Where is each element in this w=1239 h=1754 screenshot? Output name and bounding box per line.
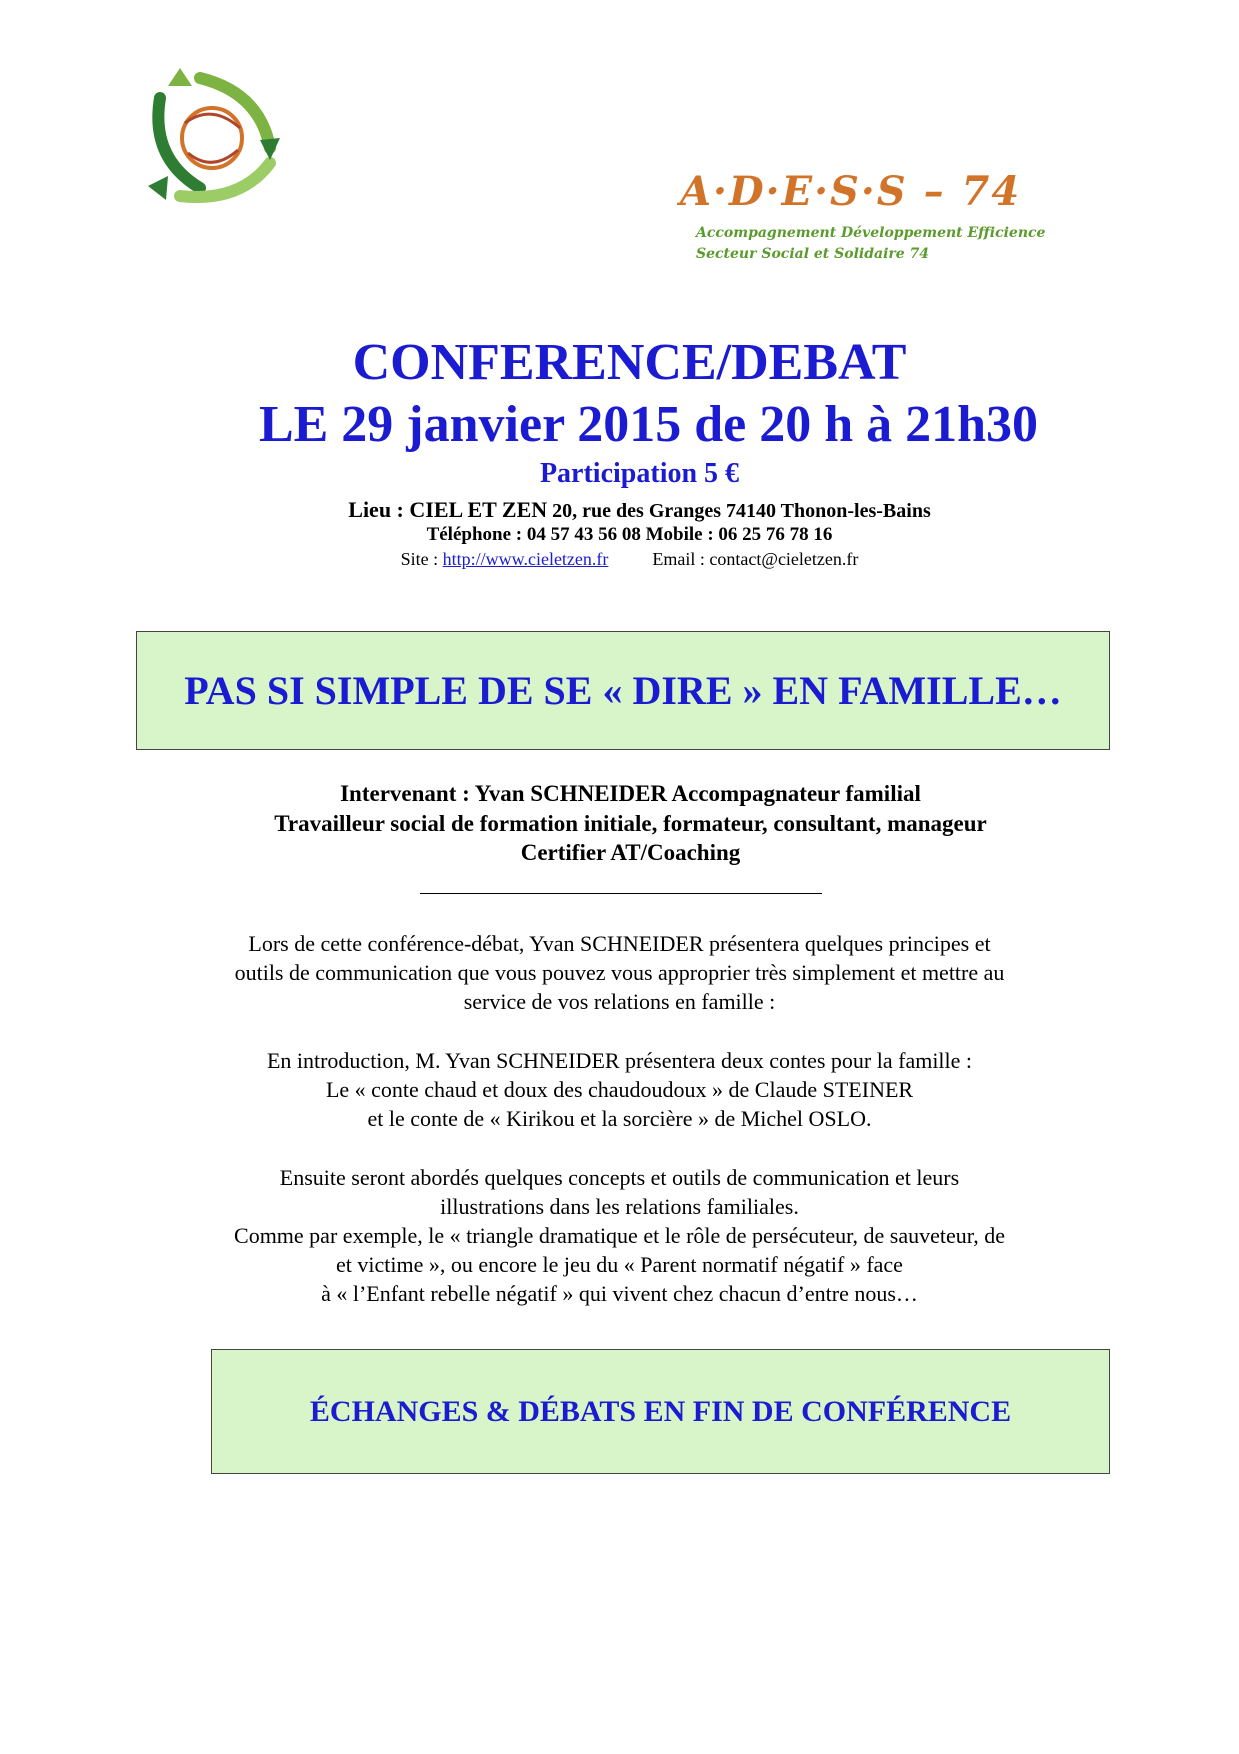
paragraph-intro	[0, 929, 1239, 1016]
adess-logo	[140, 68, 290, 208]
email-text: Email : contact@cieletzen.fr	[652, 549, 859, 569]
venue-line	[0, 497, 1239, 523]
paragraph-line: En introduction, M. Yvan SCHNEIDER présentera deux contes pour la famille :	[266, 1048, 973, 1073]
separator-rule	[420, 893, 822, 894]
paragraph-line: Le « conte chaud et doux des chaudoudoux » de Claude STEINER	[325, 1077, 914, 1102]
speaker-line-3: Certifier AT/Coaching	[520, 840, 741, 865]
paragraph-line: Ensuite seront abordés quelques concepts et outils de communication et leurs	[279, 1165, 960, 1190]
closing-text: ÉCHANGES & DÉBATS EN FIN DE CONFÉRENCE	[309, 1394, 1012, 1428]
paragraph-line: illustrations dans les relations familiales.	[440, 1194, 799, 1219]
speaker-line-2: Travailleur social de formation initiale, formateur, consultant, manageur	[274, 811, 987, 836]
paragraph-line: et le conte de « Kirikou et la sorcière » de Michel OSLO.	[367, 1106, 872, 1131]
speaker-line-1: Intervenant : Yvan SCHNEIDER Accompagnateur familial	[340, 781, 921, 806]
organization-tagline-1: Accompagnement Développement Efficience	[696, 225, 1046, 241]
organization-tagline-2: Secteur Social et Solidaire 74	[696, 246, 930, 262]
closing-box	[211, 1349, 1110, 1474]
headline-box	[136, 631, 1110, 750]
paragraph-line: service de vos relations en famille :	[463, 989, 776, 1014]
site-label: Site :	[400, 549, 443, 569]
venue-address: 20, rue des Granges 74140 Thonon-les-Bains	[547, 500, 931, 522]
event-participation: Participation 5 €	[539, 458, 740, 489]
paragraph-line: à « l’Enfant rebelle négatif » qui vivent chez chacun d’entre nous…	[321, 1281, 918, 1306]
venue-label: Lieu : CIEL ET ZEN	[348, 497, 548, 522]
event-date: LE 29 janvier 2015 de 20 h à 21h30	[258, 396, 1039, 453]
headline-text: PAS SI SIMPLE DE SE « DIRE » EN FAMILLE…	[184, 668, 1062, 713]
paragraph-line: Lors de cette conférence-débat, Yvan SCHNEIDER présentera quelques principes et	[248, 931, 991, 956]
venue-contact-line	[0, 549, 1239, 570]
paragraph-line: et victime », ou encore le jeu du « Parent normatif négatif » face	[336, 1252, 903, 1277]
paragraph-line: Comme par exemple, le « triangle dramatique et le rôle de persécuteur, de sauveteur, de	[234, 1223, 1005, 1248]
paragraph-tales	[0, 1046, 1239, 1133]
organization-name: A·D·E·S·S – 74	[680, 168, 1022, 215]
venue-phone: Téléphone : 04 57 43 56 08 Mobile : 06 25 76 78 16	[426, 524, 833, 545]
event-title: CONFERENCE/DEBAT	[352, 334, 907, 391]
site-link[interactable]: http://www.cieletzen.fr	[442, 549, 609, 569]
paragraph-line: outils de communication que vous pouvez vous approprier très simplement et mettre au	[234, 960, 1005, 985]
paragraph-concepts	[0, 1163, 1239, 1308]
